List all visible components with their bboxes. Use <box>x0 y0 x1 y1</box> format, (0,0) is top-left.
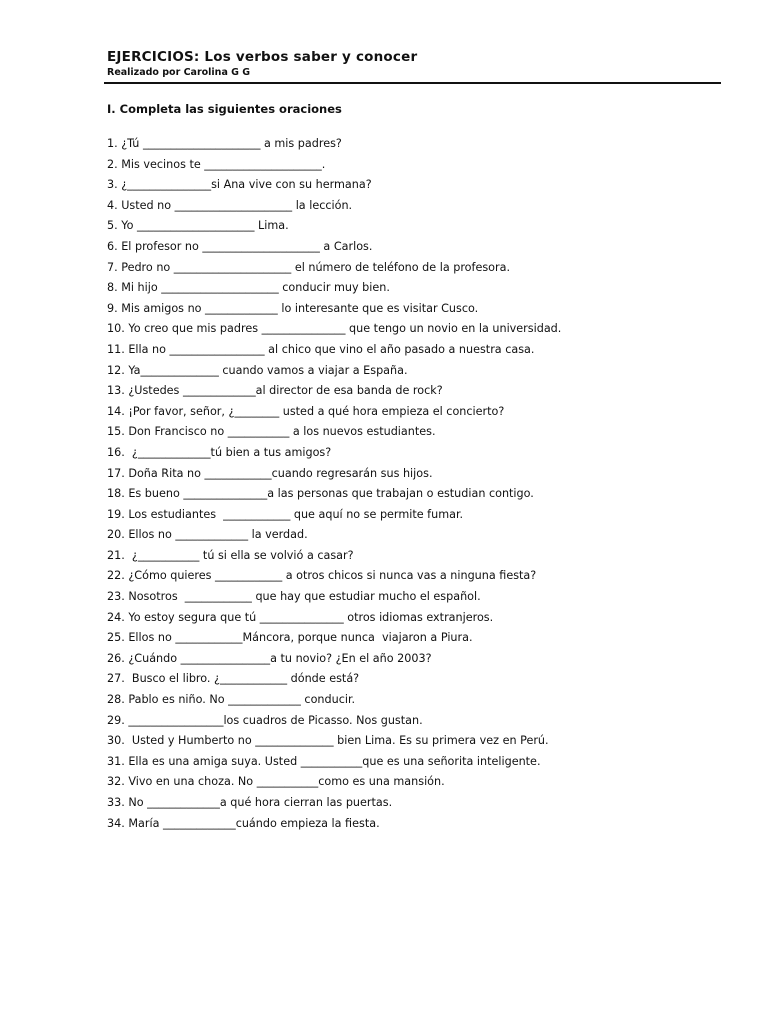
question-item: 21. ¿___________ tú si ella se volvió a casar? <box>107 548 354 562</box>
question-item: 10. Yo creo que mis padres _______________ que tengo un novio en la universidad. <box>107 322 562 336</box>
question-item: 1. ¿Tú _____________________ a mis padres? <box>107 137 342 150</box>
question-item: 22. ¿Cómo quieres ____________ a otros chicos si nunca vas a ninguna fiesta? <box>107 569 537 583</box>
question-item: 12. Ya______________ cuando vamos a viajar a España. <box>107 363 408 377</box>
question-item: 29. _________________los cuadros de Picasso. Nos gustan. <box>107 713 423 727</box>
question-item: 25. Ellos no ____________Máncora, porque nunca viajaron a Piura. <box>107 631 473 645</box>
question-item: 23. Nosotros ____________ que hay que estudiar mucho el español. <box>107 590 481 604</box>
question-list <box>107 134 561 834</box>
question-item: 2. Mis vecinos te _____________________. <box>107 157 326 171</box>
question-item: 19. Los estudiantes ____________ que aquí no se permite fumar. <box>107 507 464 521</box>
question-item: 30. Usted y Humberto no ______________ bien Lima. Es su primera vez en Perú. <box>107 734 549 748</box>
question-item: 31. Ella es una amiga suya. Usted ___________que es una señorita inteligente. <box>107 754 541 768</box>
question-item: 34. María _____________cuándo empieza la fiesta. <box>107 816 380 830</box>
question-item: 9. Mis amigos no _____________ lo interesante que es visitar Cusco. <box>107 301 479 315</box>
question-item: 26. ¿Cuándo ________________a tu novio? ¿En el año 2003? <box>107 651 432 665</box>
question-item: 11. Ella no _________________ al chico que vino el año pasado a nuestra casa. <box>107 342 535 356</box>
question-item: 13. ¿Ustedes _____________al director de esa banda de rock? <box>107 384 443 398</box>
question-item: 17. Doña Rita no ____________cuando regresarán sus hijos. <box>107 466 433 480</box>
document-author: Realizado por Carolina G G <box>107 67 251 78</box>
question-item: 18. Es bueno _______________a las personas que trabajan o estudian contigo. <box>107 487 534 501</box>
question-item: 20. Ellos no _____________ la verdad. <box>107 528 308 542</box>
question-item: 5. Yo _____________________ Lima. <box>107 219 289 233</box>
question-item: 14. ¡Por favor, señor, ¿________ usted a qué hora empieza el concierto? <box>107 404 505 418</box>
question-item: 6. El profesor no _____________________ a Carlos. <box>107 239 373 253</box>
question-item: 24. Yo estoy segura que tú _______________ otros idiomas extranjeros. <box>107 610 494 624</box>
question-item: 32. Vivo en una choza. No ___________como es una mansión. <box>107 775 445 789</box>
section-heading: I. Completa las siguientes oraciones <box>107 102 342 116</box>
question-item: 8. Mi hijo _____________________ conducir muy bien. <box>107 281 390 295</box>
question-item: 7. Pedro no _____________________ el número de teléfono de la profesora. <box>107 260 511 274</box>
question-item: 15. Don Francisco no ___________ a los nuevos estudiantes. <box>107 425 436 439</box>
document-title: EJERCICIOS: Los verbos saber y conocer <box>107 49 418 65</box>
header-divider <box>104 82 721 84</box>
question-item: 4. Usted no _____________________ la lección. <box>107 198 353 212</box>
question-item: 3. ¿_______________si Ana vive con su hermana? <box>107 178 372 192</box>
question-item: 33. No _____________a qué hora cierran las puertas. <box>107 796 393 809</box>
question-item: 28. Pablo es niño. No _____________ conducir. <box>107 693 356 707</box>
question-item: 27. Busco el libro. ¿____________ dónde está? <box>107 672 360 686</box>
question-item: 16. ¿_____________tú bien a tus amigos? <box>107 445 332 459</box>
